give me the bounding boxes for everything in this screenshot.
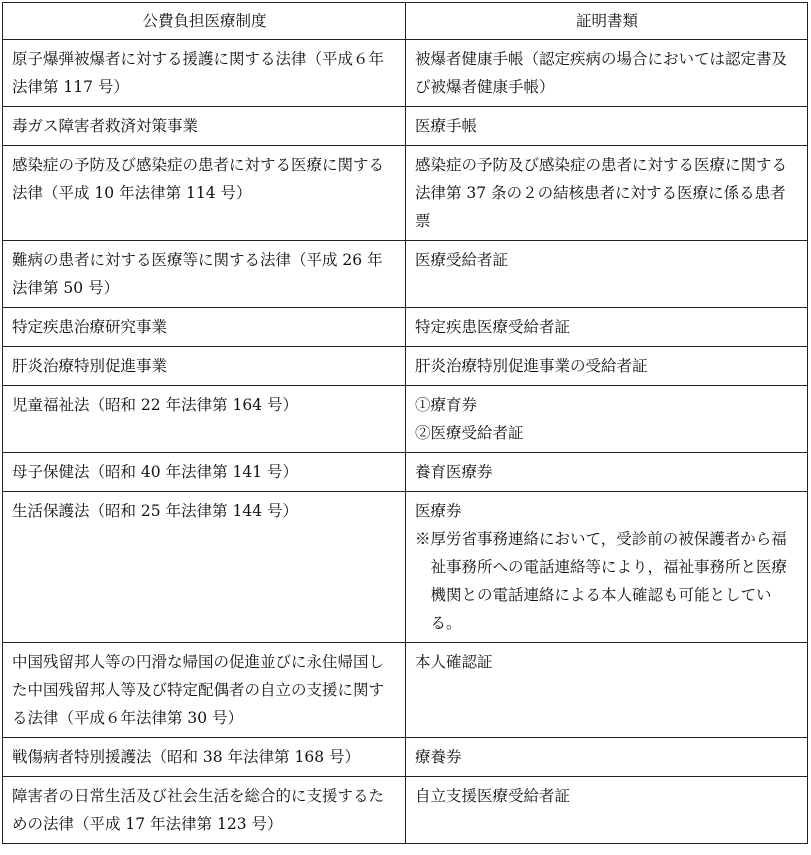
certificate-cell xyxy=(406,40,808,107)
certificate-cell xyxy=(406,453,808,492)
certificate-text: 医療手帳 xyxy=(415,117,478,135)
certificate-cell xyxy=(406,777,808,844)
system-cell: 児童福祉法（昭和 22 年法律第 164 号） xyxy=(3,386,406,453)
certificate-cell xyxy=(406,643,808,738)
certificate-text: 養育医療券 xyxy=(415,463,493,481)
table-row xyxy=(3,738,808,777)
system-cell: 難病の患者に対する医療等に関する法律（平成 26 年法律第 50 号） xyxy=(3,241,406,308)
system-cell: 毒ガス障害者救済対策事業 xyxy=(3,107,406,146)
table-row xyxy=(3,40,808,107)
certificate-cell xyxy=(406,738,808,777)
system-cell: 特定疾患治療研究事業 xyxy=(3,308,406,347)
certificate-cell xyxy=(406,146,808,241)
table-row xyxy=(3,643,808,738)
table-row xyxy=(3,241,808,308)
table-row xyxy=(3,107,808,146)
table-row xyxy=(3,492,808,643)
certificate-cell xyxy=(406,107,808,146)
certificate-cell xyxy=(406,492,808,643)
system-cell: 肝炎治療特別促進事業 xyxy=(3,347,406,386)
table-row xyxy=(3,453,808,492)
table-row xyxy=(3,308,808,347)
certificate-text: 療養券 xyxy=(415,748,462,766)
system-cell: 中国残留邦人等の円滑な帰国の促進並びに永住帰国した中国残留邦人等及び特定配偶者の自立の支援に関する法律（平成６年法律第 30 号） xyxy=(3,643,406,738)
certificate-cell xyxy=(406,241,808,308)
certificate-text: 本人確認証 xyxy=(415,653,493,671)
table-header-row xyxy=(3,3,808,40)
table-row xyxy=(3,347,808,386)
system-cell: 感染症の予防及び感染症の患者に対する医療に関する法律（平成 10 年法律第 114 号） xyxy=(3,146,406,241)
table-body xyxy=(3,40,808,844)
certificate-text: 感染症の予防及び感染症の患者に対する医療に関する法律第 37 条の２の結核患者に対する医療に係る患者票 xyxy=(415,156,788,230)
certificate-cell xyxy=(406,386,808,453)
certificate-text: 医療受給者証 xyxy=(415,251,509,269)
table-row xyxy=(3,777,808,844)
certificate-text: 自立支援医療受給者証 xyxy=(415,787,571,805)
certificate-text: 特定疾患医療受給者証 xyxy=(415,318,571,336)
system-cell: 母子保健法（昭和 40 年法律第 141 号） xyxy=(3,453,406,492)
certificate-text: ②医療受給者証 xyxy=(415,424,524,442)
system-cell: 戦傷病者特別援護法（昭和 38 年法律第 168 号） xyxy=(3,738,406,777)
certificate-text: 被爆者健康手帳（認定疾病の場合においては認定書及び被爆者健康手帳） xyxy=(415,50,788,96)
certificate-cell xyxy=(406,308,808,347)
certificate-text: 肝炎治療特別促進事業の受給者証 xyxy=(415,357,648,375)
system-cell: 原子爆弾被爆者に対する援護に関する法律（平成６年法律第 117 号） xyxy=(3,40,406,107)
certificate-cell xyxy=(406,347,808,386)
system-cell: 生活保護法（昭和 25 年法律第 144 号） xyxy=(3,492,406,643)
certificate-text: ①療育券 xyxy=(415,396,478,414)
table-row xyxy=(3,146,808,241)
table-row xyxy=(3,386,808,453)
certificate-text: 医療券 xyxy=(415,502,462,520)
column-header-system: 公費負担医療制度 xyxy=(3,3,406,40)
system-cell: 障害者の日常生活及び社会生活を総合的に支援するための法律（平成 17 年法律第 123 号） xyxy=(3,777,406,844)
public-medical-expense-table xyxy=(2,2,808,844)
certificate-note: ※厚労省事務連絡において，受診前の被保護者から福祉事務所への電話連絡等により，福祉事務所と医療機関との電話連絡による本人確認も可能としている。 xyxy=(415,530,788,632)
column-header-certificate: 証明書類 xyxy=(406,3,808,40)
